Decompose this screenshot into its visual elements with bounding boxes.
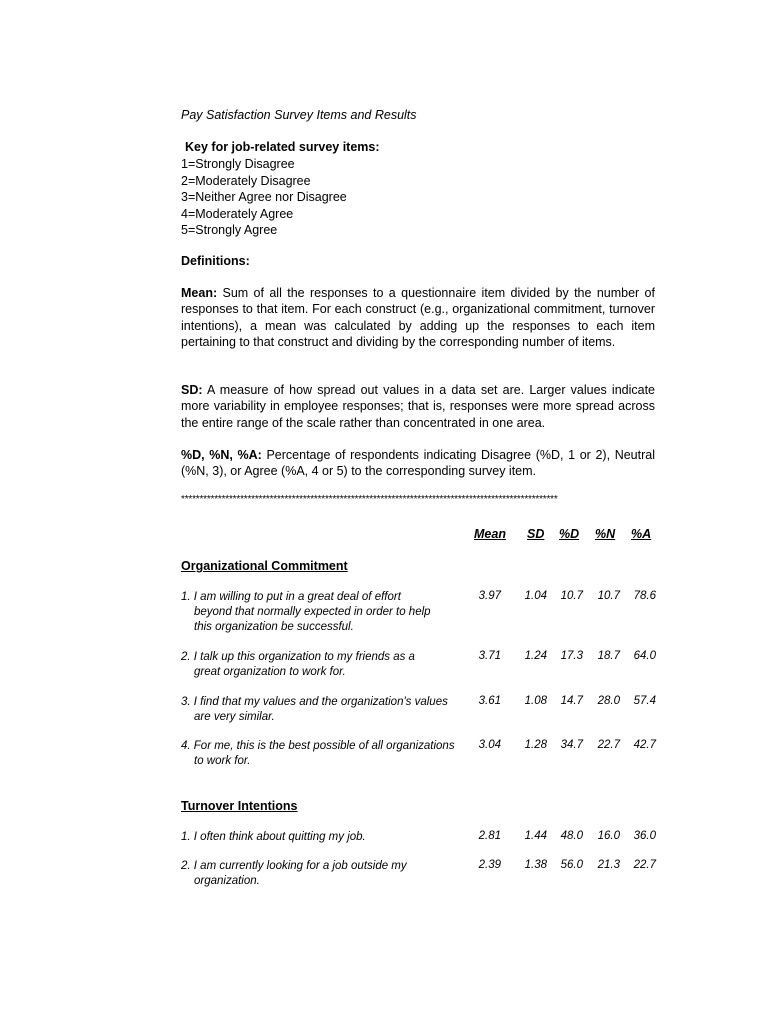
cell-n: 16.0 (597, 830, 620, 842)
cell-a: 78.6 (633, 590, 656, 602)
key-item: 4=Moderately Agree (181, 206, 294, 221)
survey-item-line: to work for. (194, 755, 251, 767)
survey-item-line: great organization to work for. (194, 666, 346, 678)
survey-item-line: are very similar. (194, 711, 275, 723)
key-heading: Key for job-related survey items: (185, 140, 380, 154)
col-header-mean: Mean (474, 527, 506, 541)
survey-item (181, 859, 471, 889)
cell-a: 42.7 (633, 739, 656, 751)
cell-d: 10.7 (560, 590, 583, 602)
cell-n: 18.7 (597, 650, 620, 662)
sd-term: SD: (181, 383, 203, 397)
survey-item (181, 650, 471, 680)
cell-d: 14.7 (560, 695, 583, 707)
cell-n: 21.3 (597, 859, 620, 871)
cell-sd: 1.24 (524, 650, 547, 662)
cell-mean: 2.39 (478, 859, 501, 871)
survey-item (181, 739, 471, 769)
cell-mean: 3.71 (478, 650, 501, 662)
key-list (181, 156, 347, 239)
key-item: 2=Moderately Disagree (181, 173, 311, 188)
cell-mean: 3.97 (478, 590, 501, 602)
cell-n: 28.0 (597, 695, 620, 707)
mean-text: Sum of all the responses to a questionnaire item divided by the number of responses to that item. For each construct (e.g., organizational commitment, turnover intentions), a mean was calculated by adding up the responses to each item pertaining to that construct and dividing by the corresponding number of items. (181, 286, 655, 349)
survey-item (181, 695, 471, 725)
cell-a: 36.0 (633, 830, 656, 842)
survey-item-line: beyond that normally expected in order to help (194, 606, 431, 618)
cell-sd: 1.04 (524, 590, 547, 602)
survey-item-line: 2. I am currently looking for a job outside my (181, 860, 407, 872)
key-item: 5=Strongly Agree (181, 223, 278, 237)
pct-text: Percentage of respondents indicating Disagree (%D, 1 or 2), Neutral (%N, 3), or Agree (%A, 4 or 5) to the corresponding survey item. (181, 448, 655, 479)
col-header-d: %D (559, 527, 580, 541)
survey-item-line: 4. For me, this is the best possible of all organizations (181, 740, 455, 752)
cell-sd: 1.28 (524, 739, 547, 751)
survey-item-line: organization. (194, 875, 260, 887)
col-header-sd: SD (527, 527, 545, 541)
cell-n: 22.7 (597, 739, 620, 751)
survey-item (181, 590, 471, 635)
survey-item-line: 2. I talk up this organization to my friends as a (181, 651, 415, 663)
survey-item-line: 3. I find that my values and the organization's values (181, 696, 448, 708)
col-header-a: %A (631, 527, 652, 541)
sd-text: A measure of how spread out values in a data set are. Larger values indicate more variability in employee responses; that is, responses were more spread across the entire range of the scale rather than concentrated in one area. (181, 383, 655, 430)
cell-a: 64.0 (633, 650, 656, 662)
cell-a: 22.7 (633, 859, 656, 871)
separator-line: ****************************************************************************************************** (181, 494, 558, 505)
mean-definition (181, 285, 655, 350)
survey-item-line: this organization be successful. (194, 621, 354, 633)
cell-mean: 3.61 (478, 695, 501, 707)
cell-mean: 2.81 (478, 830, 501, 842)
cell-sd: 1.38 (524, 859, 547, 871)
pct-term: %D, %N, %A: (181, 448, 262, 462)
section-heading: Organizational Commitment (181, 559, 348, 573)
definitions-heading: Definitions: (181, 254, 250, 268)
pct-definition (181, 447, 655, 480)
cell-d: 48.0 (560, 830, 583, 842)
cell-d: 56.0 (560, 859, 583, 871)
cell-n: 10.7 (597, 590, 620, 602)
sd-definition (181, 382, 655, 431)
cell-sd: 1.08 (524, 695, 547, 707)
cell-mean: 3.04 (478, 739, 501, 751)
survey-item (181, 830, 471, 845)
key-item: 3=Neither Agree nor Disagree (181, 190, 347, 204)
cell-d: 34.7 (560, 739, 583, 751)
section-heading: Turnover Intentions (181, 799, 298, 813)
cell-sd: 1.44 (524, 830, 547, 842)
survey-item-line: 1. I am willing to put in a great deal of effort (181, 591, 401, 603)
survey-item-line: 1. I often think about quitting my job. (181, 831, 366, 843)
document-title: Pay Satisfaction Survey Items and Results (181, 108, 417, 122)
cell-a: 57.4 (633, 695, 656, 707)
mean-term: Mean: (181, 286, 218, 300)
key-item: 1=Strongly Disagree (181, 157, 295, 171)
cell-d: 17.3 (560, 650, 583, 662)
col-header-n: %N (595, 527, 616, 541)
